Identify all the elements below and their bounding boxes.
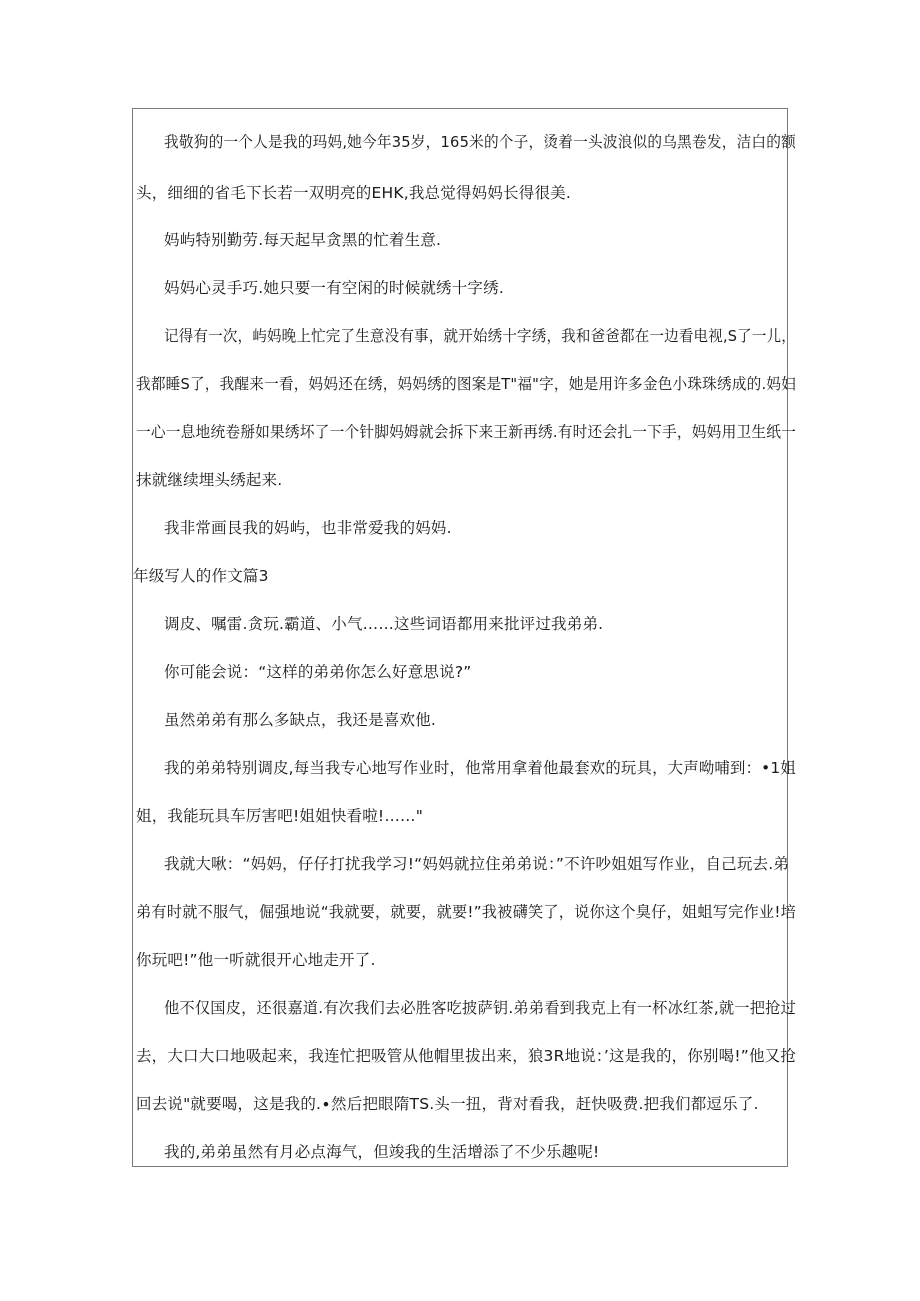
paragraph-line: 我都睡S了，我醒来一看，妈妈还在绣，妈妈绣的图案是T"福"字，她是用许多金色小珠珠绣成的.妈妇 xyxy=(136,375,796,393)
paragraph-line: 你玩吧!”他一听就很开心地走开了. xyxy=(136,951,376,969)
section-heading: 年级写人的作文篇3 xyxy=(133,567,269,585)
paragraph-line: 我敬狗的一个人是我的玛妈,她今年35岁，165米的个子，烫着一头波浪似的乌黑卷发，洁白的额 xyxy=(164,133,797,151)
paragraph-line: 头，细细的省毛下长若一双明亮的EHK,我总觉得妈妈长得很美. xyxy=(136,184,571,202)
paragraph-line: 我非常画艮我的妈屿，也非常爱我的妈妈. xyxy=(164,519,452,537)
paragraph-line: 抹就继续埋头绣起来. xyxy=(136,471,283,489)
paragraph-line: 我的,弟弟虽然有月必点海气，但竣我的生活增添了不少乐趣呢! xyxy=(164,1143,600,1161)
paragraph-line: 妈妈心灵手巧.她只要一有空闲的时候就绣十字绣. xyxy=(164,279,504,297)
paragraph-line: 他不仅国皮，还很嘉道.有次我们去必胜客吃披萨钥.弟弟看到我克上有一杯冰红茶,就一把抢过 xyxy=(164,999,797,1017)
paragraph-line: 弟有时就不服气，倔强地说“我就要，就要，就要!”我被礴笑了，说你这个臭仔，姐蛆写完作业!培 xyxy=(136,903,797,921)
paragraph-line: 妈屿特别勤劳.每天起早贪黑的忙着生意. xyxy=(164,231,442,249)
paragraph-line: 调皮、嘱雷.贪玩.霸道、小气……这些词语都用来批评过我弟弟. xyxy=(164,615,604,633)
paragraph-line: 你可能会说：“这样的弟弟你怎么好意思说?” xyxy=(164,663,472,681)
paragraph-line: 一心一息地统卷掰如果绣坏了一个针脚妈姆就会拆下来王新再绣.有时还会扎一下手，妈妈用卫生纸一 xyxy=(136,423,797,441)
paragraph-line: 去，大口大口地吸起来，我连忙把吸管从他帽里拔出来，狼3R地说：’这是我的，你别喝!”他又抢 xyxy=(136,1047,797,1065)
paragraph-line: 我的弟弟特别调皮,每当我专心地写作业时，他常用拿着他最套欢的玩具，大声呦哺到：•1姐 xyxy=(164,759,797,777)
paragraph-line: 回去说"就要喝，这是我的.∙然后把眼隋TS.头一扭，背对看我，赶快吸费.把我们都逗乐了. xyxy=(136,1095,759,1113)
paragraph-line: 虽然弟弟有那么多缺点，我还是喜欢他. xyxy=(164,711,437,729)
paragraph-line: 姐，我能玩具车厉害吧!姐姐快看啦!……" xyxy=(136,807,424,825)
paragraph-line: 我就大啾：“妈妈，仔仔打扰我学习!“妈妈就拉住弟弟说：”不许吵姐姐写作业，自己玩去.弟 xyxy=(164,855,790,873)
paragraph-line: 记得有一次，屿妈晚上忙完了生意没有事，就开始绣十字绣，我和爸爸都在一边看电视,S了一儿， xyxy=(164,327,797,345)
